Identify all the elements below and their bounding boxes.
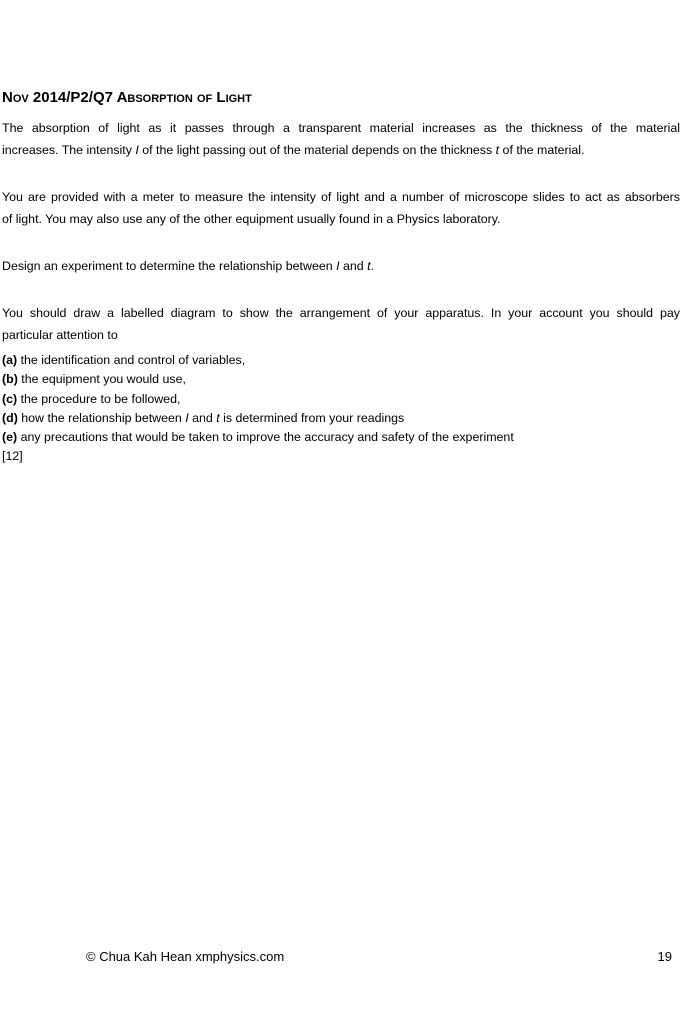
paragraph-line: of light. You may also use any of the other equipment usually found in a Physics laboratory. — [2, 211, 501, 226]
paragraph-equipment — [2, 187, 680, 230]
paragraph-task — [2, 256, 680, 278]
paragraph-line: You should draw a labelled diagram to show the arrangement of your apparatus. In your account you should pay — [2, 306, 680, 320]
text-run: and — [339, 259, 368, 273]
list-item — [2, 370, 680, 389]
variable-thickness: t — [495, 142, 500, 157]
item-label: (a) — [2, 353, 18, 367]
item-text: any precautions that would be taken to improve the accuracy and safety of the experiment — [17, 430, 514, 445]
item-label: (c) — [2, 391, 18, 406]
variable-intensity: I — [336, 259, 340, 273]
item-text: is determined from your readings — [219, 410, 405, 425]
marks-allocation: [12] — [2, 449, 23, 464]
list-item — [2, 409, 680, 428]
item-label: (b) — [2, 372, 18, 387]
item-text: the procedure to be followed, — [17, 391, 181, 406]
list-item — [2, 390, 680, 409]
item-label: (e) — [2, 430, 18, 445]
variable-thickness: t — [216, 410, 220, 425]
paragraph-intro — [2, 118, 680, 161]
item-text: and — [188, 410, 217, 425]
paragraph-line — [2, 256, 680, 278]
variable-intensity: I — [185, 410, 189, 425]
text-run: Design an experiment to determine the relationship between — [2, 259, 337, 273]
variable-intensity: I — [135, 142, 139, 157]
text-run: of the light passing out of the material depends on the thickness — [138, 142, 496, 157]
paragraph-line: particular attention to — [2, 327, 118, 342]
paragraph-line: You are provided with a meter to measure the intensity of light and a number of microscope slides to act as absorbers — [2, 190, 680, 204]
requirements-list — [2, 351, 680, 467]
page-number: 19 — [657, 949, 672, 964]
footer-copyright: © Chua Kah Hean xmphysics.com — [86, 949, 285, 964]
text-run: of the material. — [499, 142, 585, 157]
list-item — [2, 351, 680, 370]
list-item — [2, 428, 680, 447]
item-label: (d) — [2, 410, 18, 425]
text-run: increases. The intensity — [2, 142, 136, 157]
item-text: the identification and control of variables, — [17, 353, 246, 367]
paragraph-line: The absorption of light as it passes through a transparent material increases as the thickness of the material — [2, 121, 680, 135]
item-text: how the relationship between — [17, 410, 186, 425]
variable-thickness: t — [367, 259, 371, 273]
paragraph-instructions — [2, 303, 680, 346]
question-title: Nov 2014/P2/Q7 Absorption of Light — [2, 89, 252, 106]
paragraph-line — [2, 140, 680, 162]
item-text: the equipment you would use, — [17, 372, 186, 387]
text-run: . — [370, 259, 374, 273]
